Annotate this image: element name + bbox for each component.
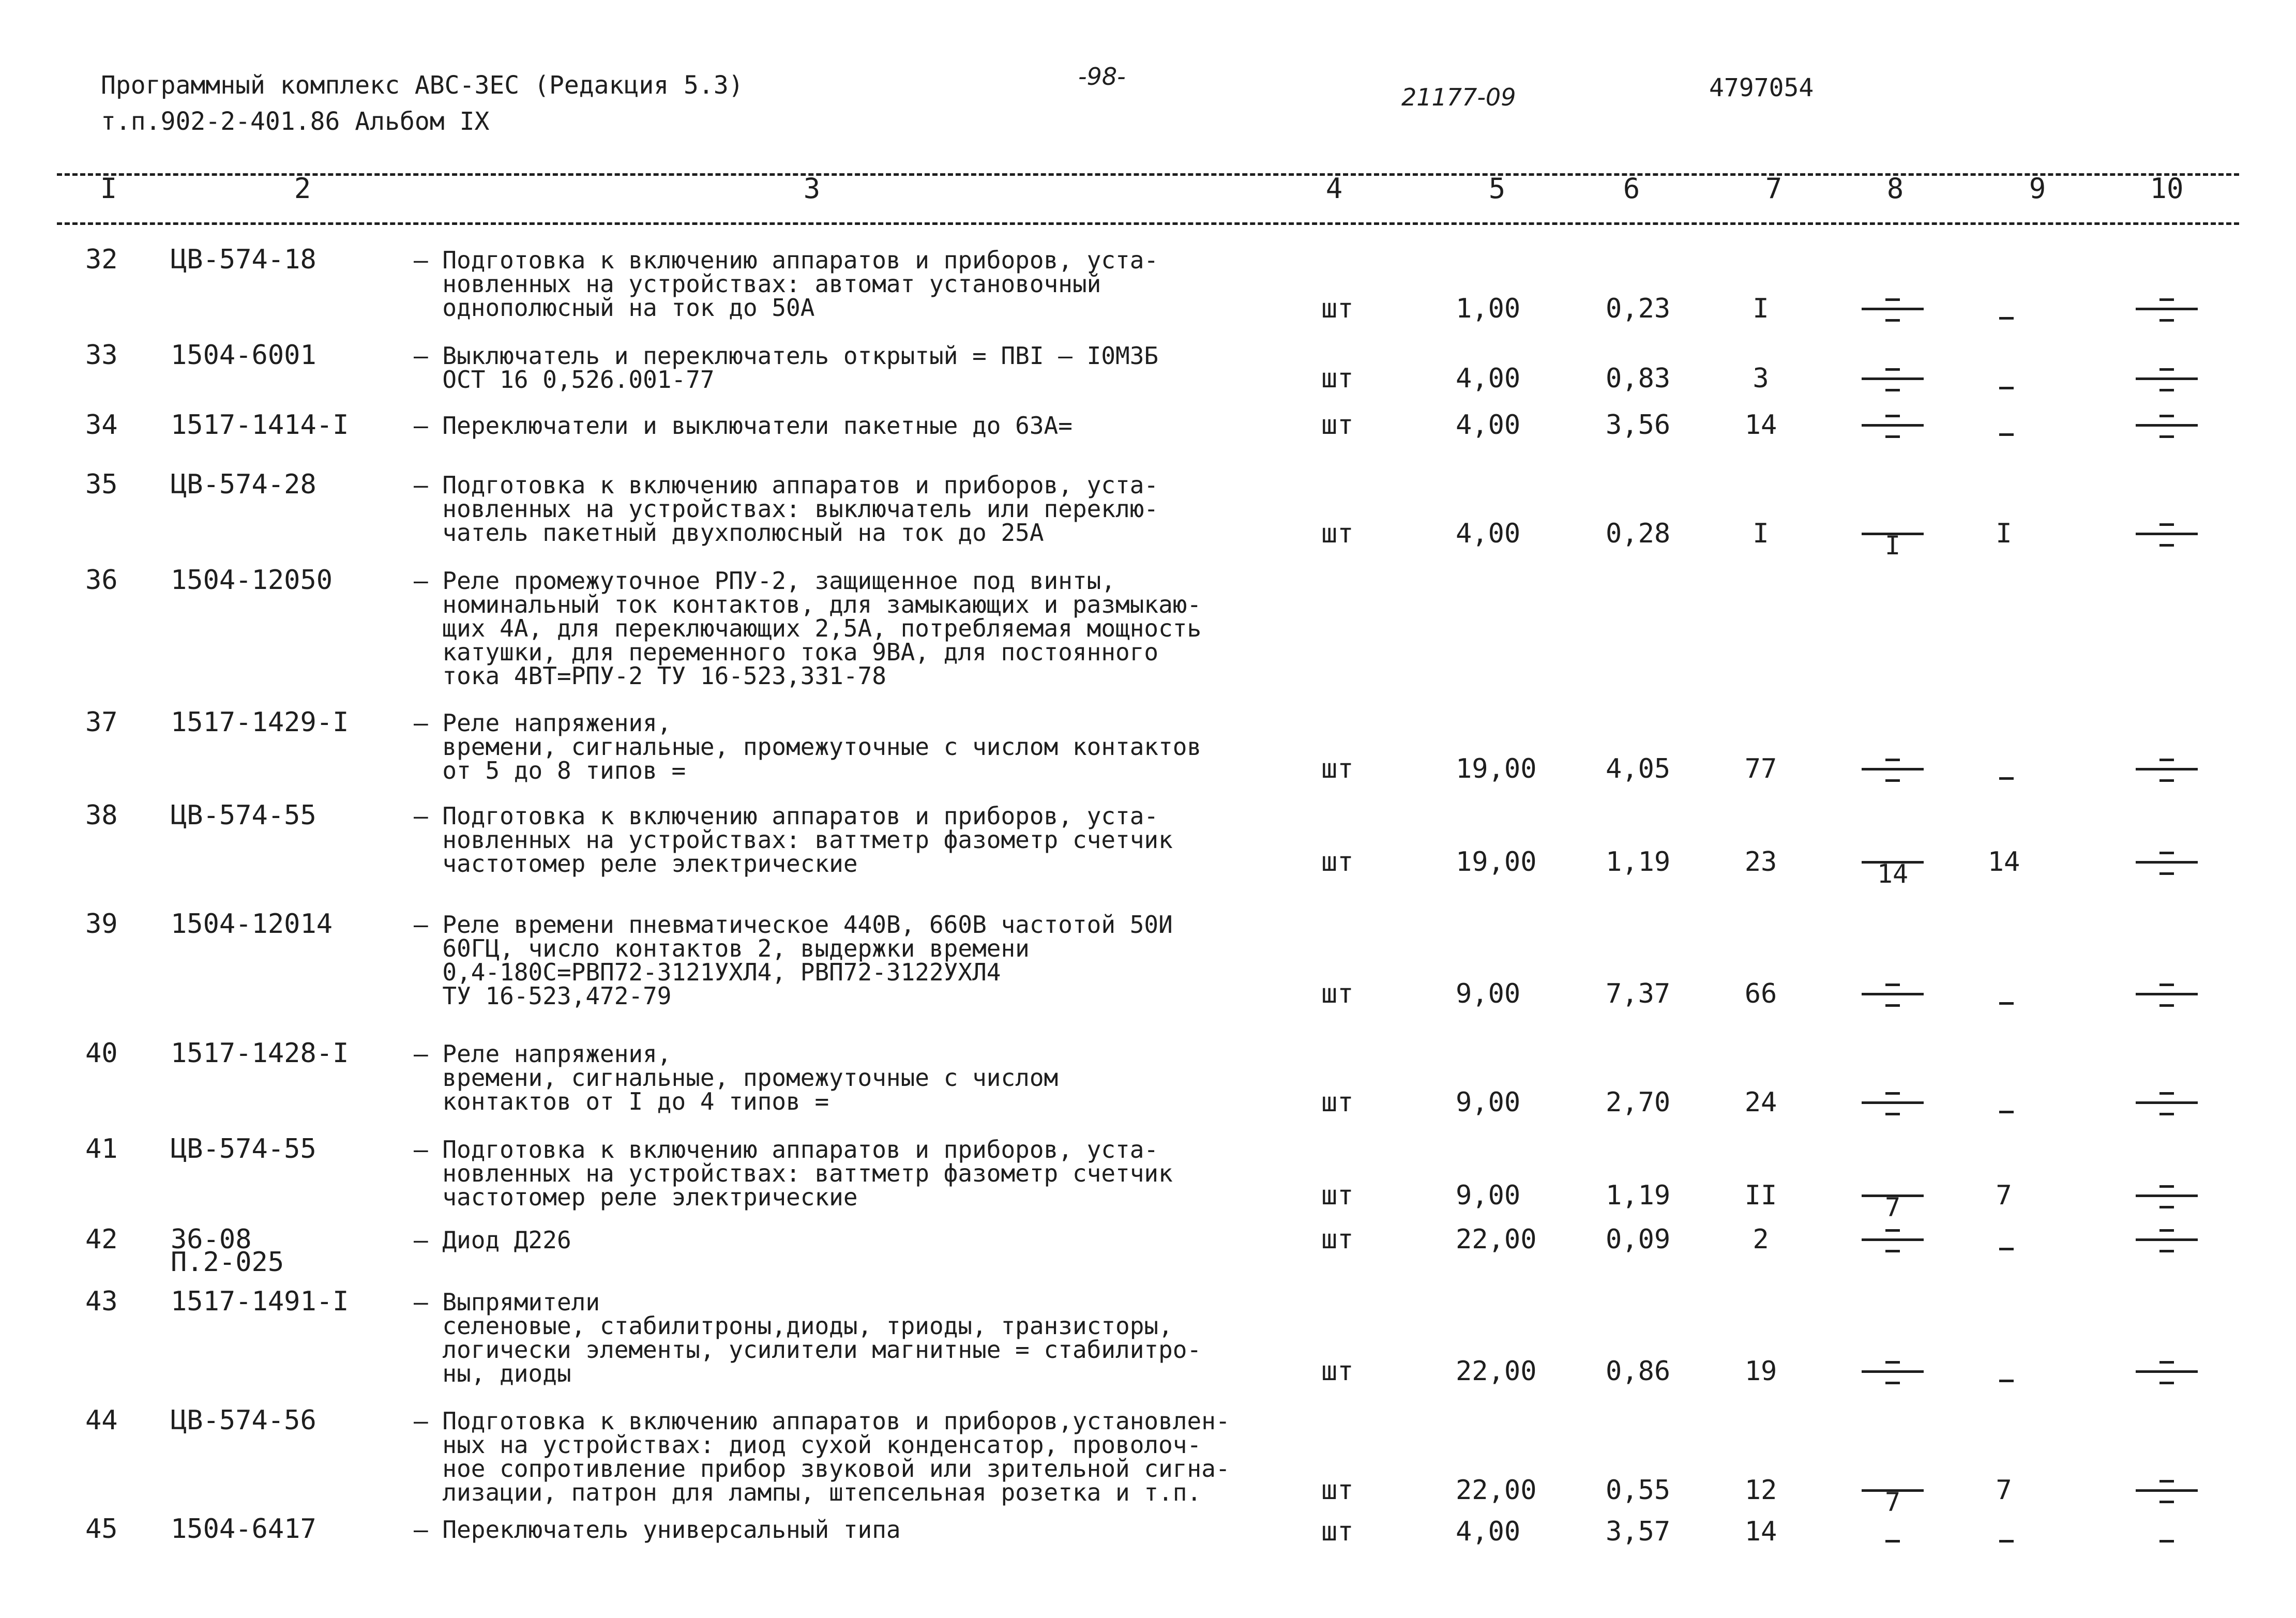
item-col10-mark: [2133, 972, 2200, 1019]
column-header-7: 7: [1765, 172, 1783, 205]
item-quantity: 4,00: [1456, 1516, 1521, 1547]
item-col7: 14: [1744, 1516, 1777, 1547]
row-number: 35: [85, 469, 118, 500]
item-col7: II: [1744, 1180, 1777, 1211]
row-number: 40: [85, 1038, 118, 1069]
item-unit: шт: [1321, 753, 1354, 784]
item-code: 1517-1428-I: [171, 1038, 349, 1069]
item-col10-mark: [2133, 512, 2200, 558]
item-description: – Выключатель и переключатель открытый = ПВI – I0М3Б ОСТ 16 0,526.001-77: [414, 342, 1159, 394]
item-description: – Подготовка к включению аппаратов и приборов, уста- новленных на устройствах: автомат установочный однополюсный на ток до 50А: [414, 246, 1159, 322]
item-quantity: 9,00: [1456, 1087, 1521, 1118]
column-header-9: 9: [2029, 172, 2046, 205]
item-col8-mark: [1859, 357, 1926, 403]
item-col7: 24: [1744, 1087, 1777, 1118]
item-col10-mark: [2133, 1469, 2200, 1515]
item-col8-mark: [1859, 1350, 1926, 1396]
item-unit: шт: [1321, 363, 1354, 394]
item-col8-mark: I: [1859, 512, 1926, 558]
column-header-4: 4: [1325, 172, 1343, 205]
item-price: 1,19: [1606, 846, 1671, 878]
item-col10-mark: [2133, 840, 2200, 887]
item-description: – Подготовка к включению аппаратов и приборов, уста- новленных на устройствах: ваттметр фазометр счетчик частотомер реле электрические: [414, 802, 1173, 878]
item-quantity: 4,00: [1456, 363, 1521, 394]
column-header-5: 5: [1488, 172, 1506, 205]
item-col10-mark: [2133, 403, 2200, 450]
row-number: 41: [85, 1133, 118, 1165]
item-col7: 23: [1744, 846, 1777, 878]
row-number: 44: [85, 1405, 118, 1436]
item-col8-mark: [1859, 287, 1926, 334]
item-unit: шт: [1321, 1516, 1354, 1547]
item-col10-mark: [2133, 357, 2200, 403]
item-price: 4,05: [1606, 753, 1671, 784]
item-description: – Выпрямители селеновые, стабилитроны,диоды, триоды, транзисторы, логически элементы, усилители магнитные = стабилитро- ны, диоды: [414, 1288, 1202, 1387]
item-unit: шт: [1321, 410, 1354, 441]
item-col8-mark: [1859, 403, 1926, 450]
item-col10-mark: [2133, 287, 2200, 334]
item-col10-mark: [2133, 1218, 2200, 1264]
item-col7: 19: [1744, 1356, 1777, 1387]
item-code: 1517-1491-I: [171, 1286, 349, 1317]
item-col9-mark: [1973, 1510, 2040, 1556]
column-header-10: 10: [2150, 172, 2184, 205]
item-col9: 7: [1996, 1475, 2012, 1506]
column-header-8: 8: [1886, 172, 1904, 205]
item-col9-mark: [1973, 287, 2040, 334]
item-description: – Реле времени пневматическое 440В, 660В частотой 50И 60ГЦ, число контактов 2, выдержки времени 0,4-180С=РВП72-3121УХЛ4, РВП72-3122УХЛ4 ТУ 16-523,472-79: [414, 911, 1173, 1010]
item-col8-mark: [1859, 1510, 1926, 1556]
item-col8-mark: 14: [1859, 840, 1926, 887]
item-col9-mark: [1973, 972, 2040, 1019]
item-col7: 14: [1744, 410, 1777, 441]
item-code: ЦВ-574-28: [171, 469, 316, 500]
item-col10-mark: [2133, 1350, 2200, 1396]
item-description: – Переключатели и выключатели пакетные до 63А=: [414, 412, 1073, 440]
item-description: – Подготовка к включению аппаратов и приборов, уста- новленных на устройствах: ваттметр фазометр счетчик частотомер реле электрические: [414, 1136, 1173, 1211]
column-header-3: 3: [803, 172, 821, 205]
row-number: 43: [85, 1286, 118, 1317]
row-number: 38: [85, 800, 118, 831]
item-quantity: 22,00: [1456, 1224, 1537, 1255]
item-col9: 14: [1987, 846, 2020, 878]
item-price: 0,83: [1606, 363, 1671, 394]
item-price: 0,86: [1606, 1356, 1671, 1387]
item-col9-mark: [1973, 1218, 2040, 1264]
item-price: 0,09: [1606, 1224, 1671, 1255]
item-quantity: 9,00: [1456, 978, 1521, 1009]
item-unit: шт: [1321, 1180, 1354, 1211]
header-title: Программный комплекс АВС-3ЕС (Редакция 5.3): [101, 71, 744, 100]
row-number: 32: [85, 244, 118, 275]
item-unit: шт: [1321, 293, 1354, 324]
item-code: ЦВ-574-18: [171, 244, 316, 275]
item-col9-mark: [1973, 403, 2040, 450]
row-number: 34: [85, 410, 118, 441]
item-col7: I: [1753, 518, 1769, 549]
item-price: 7,37: [1606, 978, 1671, 1009]
item-col7: 2: [1753, 1224, 1769, 1255]
header-subtitle: т.п.902-2-401.86 Альбом IX: [101, 107, 490, 136]
item-col9-mark: [1973, 1081, 2040, 1127]
item-unit: шт: [1321, 1475, 1354, 1506]
item-col7: 3: [1753, 363, 1769, 394]
item-col7: 77: [1744, 753, 1777, 784]
item-description: – Реле напряжения, времени, сигнальные, промежуточные с числом контактов от 5 до 8 типов =: [414, 709, 1202, 784]
item-col10-mark: [2133, 1081, 2200, 1127]
item-col9: I: [1996, 518, 2012, 549]
item-quantity: 9,00: [1456, 1180, 1521, 1211]
column-header-1: I: [100, 172, 117, 205]
item-quantity: 19,00: [1456, 846, 1537, 878]
item-code: 1504-6001: [171, 340, 316, 371]
item-quantity: 22,00: [1456, 1356, 1537, 1387]
item-quantity: 4,00: [1456, 410, 1521, 441]
item-unit: шт: [1321, 1356, 1354, 1387]
item-col10-mark: [2133, 747, 2200, 794]
item-col9-mark: [1973, 357, 2040, 403]
row-number: 39: [85, 909, 118, 940]
page-number: -98-: [1078, 63, 1126, 90]
item-price: 3,56: [1606, 410, 1671, 441]
header-code: 21177-09: [1401, 83, 1516, 111]
item-quantity: 1,00: [1456, 293, 1521, 324]
item-price: 2,70: [1606, 1087, 1671, 1118]
item-unit: шт: [1321, 1224, 1354, 1255]
item-code: 36-08 П.2-025: [171, 1224, 284, 1278]
row-number: 36: [85, 565, 118, 596]
row-number: 42: [85, 1224, 118, 1255]
item-col9: 7: [1996, 1180, 2012, 1211]
row-number: 45: [85, 1514, 118, 1545]
item-unit: шт: [1321, 978, 1354, 1009]
item-description: – Реле напряжения, времени, сигнальные, промежуточные с числом контактов от I до 4 типов =: [414, 1040, 1059, 1115]
item-col7: I: [1753, 293, 1769, 324]
item-col7: 12: [1744, 1475, 1777, 1506]
item-col8-mark: [1859, 1081, 1926, 1127]
item-description: – Переключатель универсальный типа: [414, 1516, 901, 1544]
item-quantity: 22,00: [1456, 1475, 1537, 1506]
item-col8-mark: [1859, 747, 1926, 794]
item-col7: 66: [1744, 978, 1777, 1009]
item-col8-mark: [1859, 1218, 1926, 1264]
item-col10-mark: [2133, 1510, 2200, 1556]
item-code: ЦВ-574-56: [171, 1405, 316, 1436]
item-col9-mark: [1973, 1350, 2040, 1396]
item-col9-mark: [1973, 747, 2040, 794]
item-col8-mark: 7: [1859, 1174, 1926, 1220]
item-price: 3,57: [1606, 1516, 1671, 1547]
item-code: ЦВ-574-55: [171, 800, 316, 831]
item-description: – Реле промежуточное РПУ-2, защищенное под винты, номинальный ток контактов, для замыкающих и размыкаю- щих 4А, для переключающих 2,5А, потребляемая мощность катушки, для переменного тока 9ВА, для постоянного тока 4ВТ=РПУ-2 ТУ 16-523,331-78: [414, 567, 1202, 690]
item-col8-mark: 7: [1859, 1469, 1926, 1515]
item-price: 0,28: [1606, 518, 1671, 549]
item-quantity: 19,00: [1456, 753, 1537, 784]
item-code: ЦВ-574-55: [171, 1133, 316, 1165]
column-header-2: 2: [294, 172, 311, 205]
item-col8-mark: [1859, 972, 1926, 1019]
item-code: 1504-12050: [171, 565, 333, 596]
document-number: 4797054: [1709, 73, 1814, 102]
item-price: 1,19: [1606, 1180, 1671, 1211]
item-unit: шт: [1321, 518, 1354, 549]
item-description: – Подготовка к включению аппаратов и приборов, уста- новленных на устройствах: выключатель или переклю- чатель пакетный двухполюсный на ток до 25А: [414, 471, 1159, 547]
item-description: – Диод Д226: [414, 1226, 571, 1254]
item-unit: шт: [1321, 1087, 1354, 1118]
item-price: 0,23: [1606, 293, 1671, 324]
row-number: 33: [85, 340, 118, 371]
row-number: 37: [85, 707, 118, 738]
item-code: 1517-1414-I: [171, 410, 349, 441]
header-rule-bottom: [57, 222, 2239, 225]
item-col10-mark: [2133, 1174, 2200, 1220]
item-code: 1504-6417: [171, 1514, 316, 1545]
item-unit: шт: [1321, 846, 1354, 878]
item-price: 0,55: [1606, 1475, 1671, 1506]
column-header-6: 6: [1623, 172, 1640, 205]
item-code: 1517-1429-I: [171, 707, 349, 738]
item-code: 1504-12014: [171, 909, 333, 940]
item-description: – Подготовка к включению аппаратов и приборов,установлен- ных на устройствах: диод сухой конденсатор, проволоч- ное сопротивление прибор звуковой или зрительной сигна- лизации, патрон для лампы, штепсельная розетка и т.п.: [414, 1407, 1230, 1506]
item-quantity: 4,00: [1456, 518, 1521, 549]
